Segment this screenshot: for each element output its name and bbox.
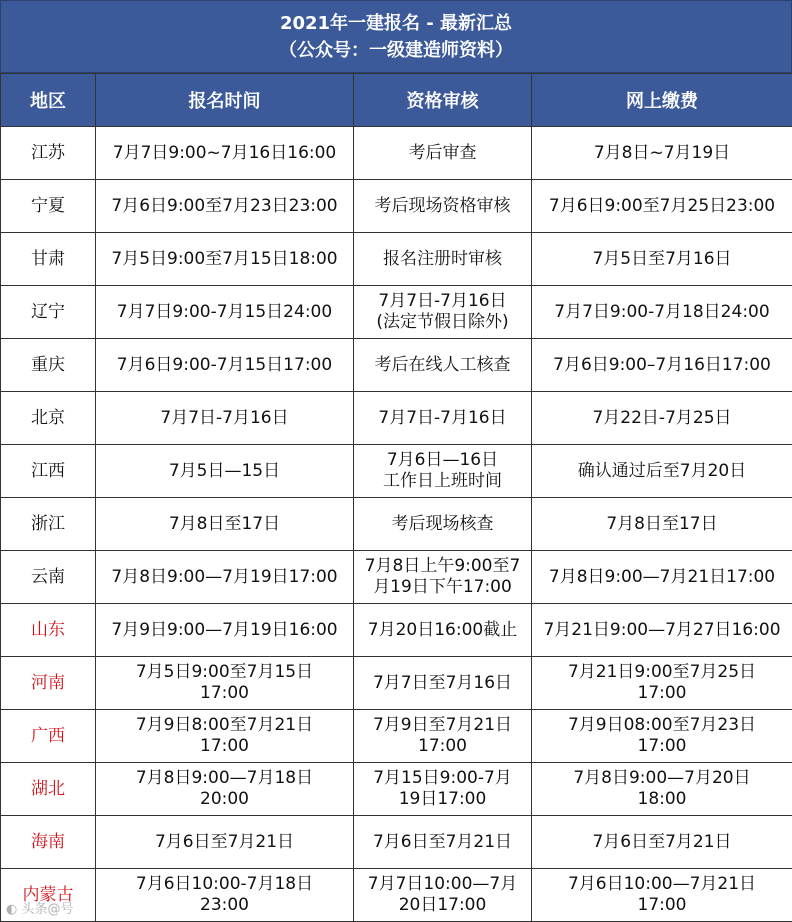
column-header-region: 地区 [1, 74, 96, 127]
region-cell: 江苏 [1, 127, 96, 180]
signup-time-cell: 7月8日至17日 [96, 498, 354, 551]
review-cell: 考后现场核查 [354, 498, 532, 551]
signup-time-cell: 7月6日9:00至7月23日23:00 [96, 180, 354, 233]
review-cell: 7月6日—16日 工作日上班时间 [354, 445, 532, 498]
payment-cell: 7月5日至7月16日 [532, 233, 792, 286]
region-cell: 河南 [1, 657, 96, 710]
payment-cell: 7月8日9:00—7月21日17:00 [532, 551, 792, 604]
signup-time-cell: 7月7日-7月16日 [96, 392, 354, 445]
watermark: ◐ 头条@号 [6, 902, 74, 917]
signup-time-cell: 7月8日9:00—7月18日 20:00 [96, 763, 354, 816]
table-row [1, 180, 792, 233]
signup-time-cell: 7月6日至7月21日 [96, 816, 354, 869]
region-cell: 湖北 [1, 763, 96, 816]
review-cell: 7月6日至7月21日 [354, 816, 532, 869]
review-cell: 7月20日16:00截止 [354, 604, 532, 657]
review-cell: 7月7日10:00—7月 20日17:00 [354, 869, 532, 922]
payment-cell: 7月9日08:00至7月23日 17:00 [532, 710, 792, 763]
region-cell: 浙江 [1, 498, 96, 551]
signup-time-cell: 7月6日9:00-7月15日17:00 [96, 339, 354, 392]
table-row [1, 604, 792, 657]
table-row [1, 763, 792, 816]
table-row [1, 816, 792, 869]
table-row [1, 869, 792, 922]
region-cell: 江西 [1, 445, 96, 498]
signup-time-cell: 7月8日9:00—7月19日17:00 [96, 551, 354, 604]
review-cell: 7月8日上午9:00至7 月19日下午17:00 [354, 551, 532, 604]
table-row [1, 127, 792, 180]
table-title [0, 0, 792, 73]
table-row [1, 498, 792, 551]
review-cell: 考后在线人工核查 [354, 339, 532, 392]
region-cell: 宁夏 [1, 180, 96, 233]
table-row [1, 710, 792, 763]
signup-time-cell: 7月6日10:00-7月18日 23:00 [96, 869, 354, 922]
payment-cell: 7月8日9:00—7月20日 18:00 [532, 763, 792, 816]
review-cell: 7月7日-7月16日 (法定节假日除外) [354, 286, 532, 339]
table-row [1, 392, 792, 445]
payment-cell: 7月21日9:00至7月25日 17:00 [532, 657, 792, 710]
column-header-online-payment: 网上缴费 [532, 74, 792, 127]
signup-time-cell: 7月9日8:00至7月21日 17:00 [96, 710, 354, 763]
column-header-qualification-review: 资格审核 [354, 74, 532, 127]
review-cell: 7月7日至7月16日 [354, 657, 532, 710]
signup-time-cell: 7月7日9:00~7月16日16:00 [96, 127, 354, 180]
title-line-2: （公众号：一级建造师资料） [279, 39, 513, 61]
review-cell: 7月7日-7月16日 [354, 392, 532, 445]
review-cell: 7月9日至7月21日 17:00 [354, 710, 532, 763]
title-line-1: 2021年一建报名 - 最新汇总 [279, 12, 513, 34]
region-cell: 云南 [1, 551, 96, 604]
header-row [1, 74, 792, 127]
payment-cell: 7月21日9:00—7月27日16:00 [532, 604, 792, 657]
review-cell: 考后审查 [354, 127, 532, 180]
signup-time-cell: 7月7日9:00-7月15日24:00 [96, 286, 354, 339]
signup-time-cell: 7月5日—15日 [96, 445, 354, 498]
payment-cell: 7月22日-7月25日 [532, 392, 792, 445]
payment-cell: 7月6日10:00—7月21日 17:00 [532, 869, 792, 922]
signup-time-cell: 7月5日9:00至7月15日 17:00 [96, 657, 354, 710]
column-header-signup-time: 报名时间 [96, 74, 354, 127]
region-cell: 重庆 [1, 339, 96, 392]
review-cell: 报名注册时审核 [354, 233, 532, 286]
region-cell: 山东 [1, 604, 96, 657]
review-cell: 考后现场资格审核 [354, 180, 532, 233]
payment-cell: 7月6日9:00至7月25日23:00 [532, 180, 792, 233]
region-cell: 北京 [1, 392, 96, 445]
region-cell: 内蒙古 [1, 869, 96, 922]
region-cell: 辽宁 [1, 286, 96, 339]
signup-time-cell: 7月5日9:00至7月15日18:00 [96, 233, 354, 286]
payment-cell: 7月7日9:00-7月18日24:00 [532, 286, 792, 339]
registration-table [0, 73, 792, 922]
signup-time-cell: 7月9日9:00—7月19日16:00 [96, 604, 354, 657]
payment-cell: 7月8日~7月19日 [532, 127, 792, 180]
region-cell: 海南 [1, 816, 96, 869]
payment-cell: 7月8日至17日 [532, 498, 792, 551]
table-row [1, 286, 792, 339]
review-cell: 7月15日9:00-7月 19日17:00 [354, 763, 532, 816]
table-row [1, 657, 792, 710]
table-row [1, 551, 792, 604]
table-row [1, 339, 792, 392]
payment-cell: 确认通过后至7月20日 [532, 445, 792, 498]
payment-cell: 7月6日至7月21日 [532, 816, 792, 869]
table-row [1, 233, 792, 286]
payment-cell: 7月6日9:00–7月16日17:00 [532, 339, 792, 392]
table-row [1, 445, 792, 498]
region-cell: 广西 [1, 710, 96, 763]
table-body [1, 127, 792, 922]
region-cell: 甘肃 [1, 233, 96, 286]
